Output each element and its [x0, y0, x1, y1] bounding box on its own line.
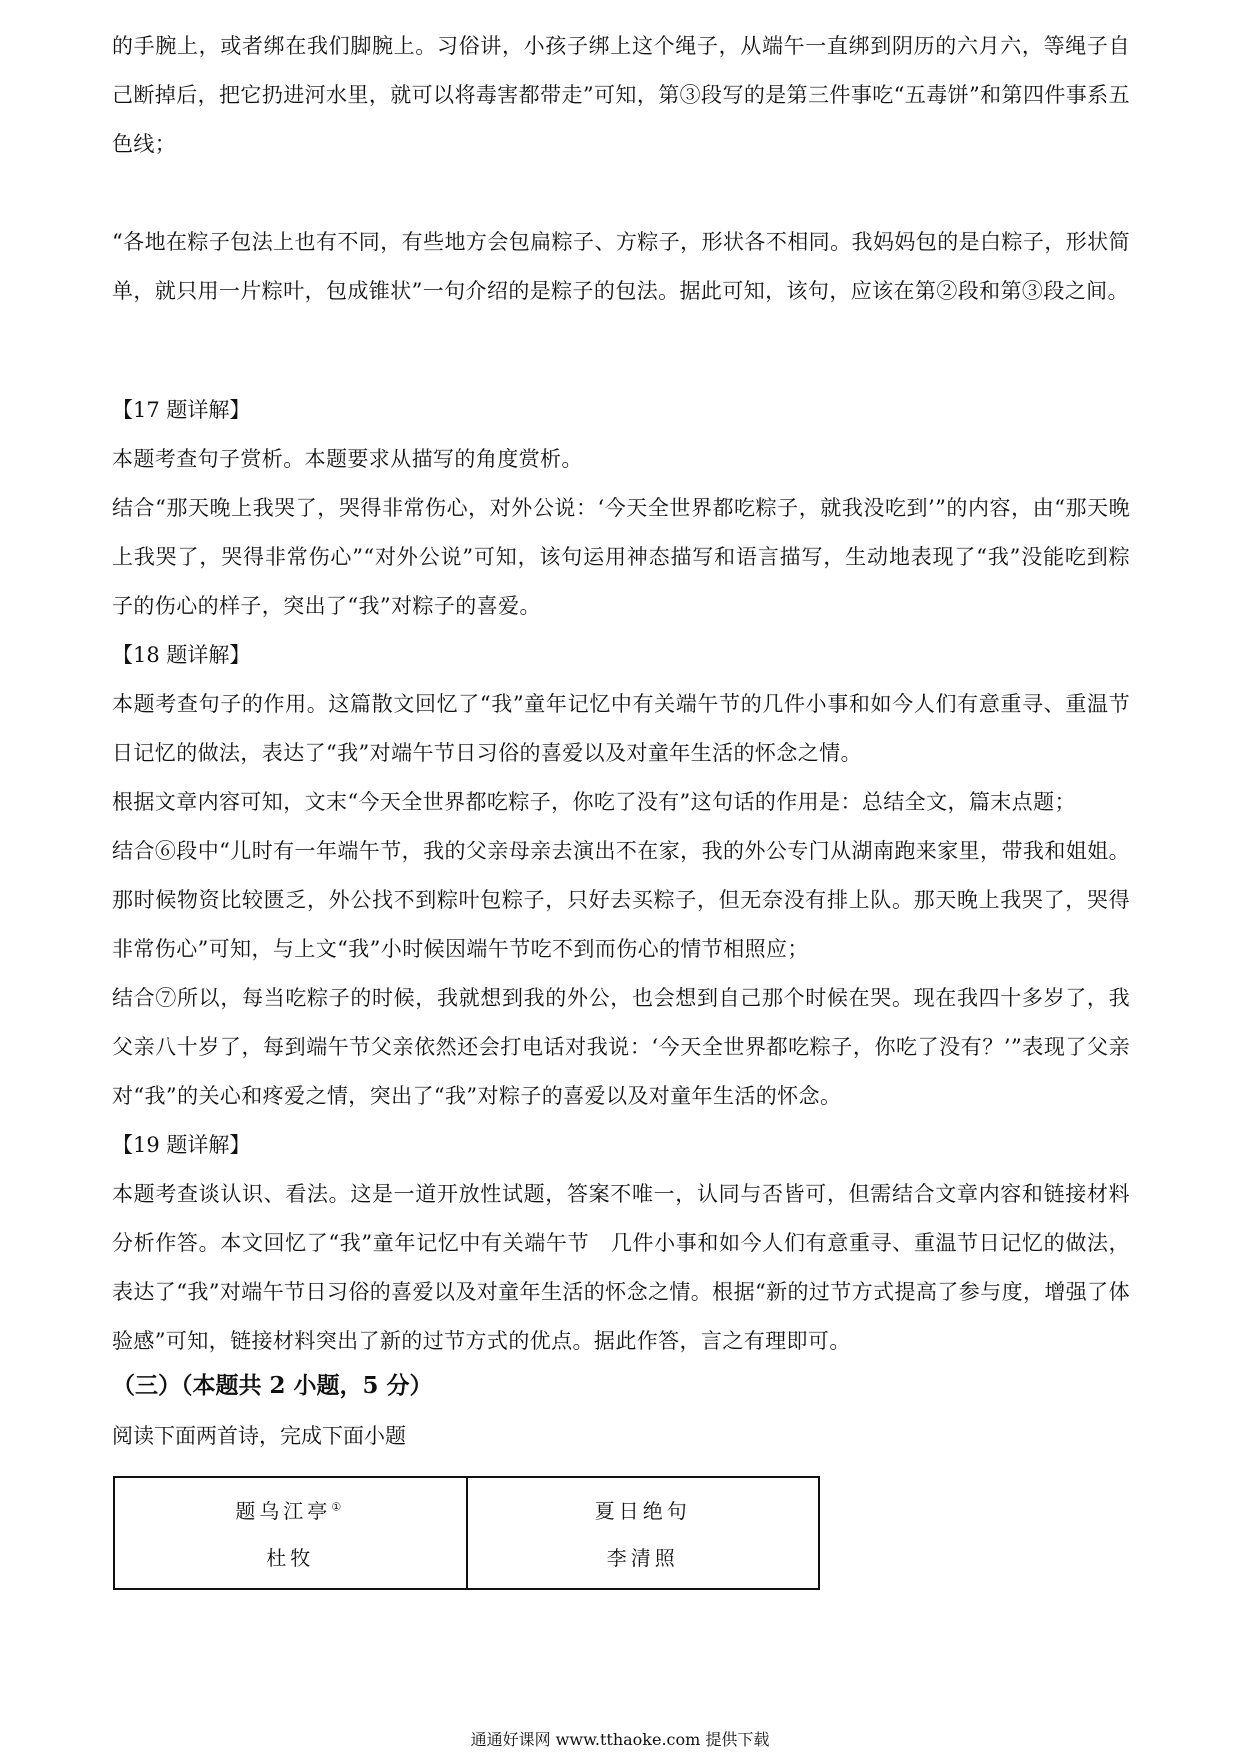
q18-line: 结合⑥段中“儿时有一年端午节，我的父亲母亲去演出不在家，我的外公专门从湖南跑来家里，带我和姐姐。那时候物资比较匮乏，外公找不到粽叶包粽子，只好去买粽子，但无奈没有排上队。那天晚上我哭了，哭得非常伤心”可知，与上文“我”小时候因端午节吃不到而伤心的情节相照应；: [112, 839, 1130, 961]
q17-heading: 【17 题详解】: [112, 398, 251, 422]
q17-line: 结合“那天晚上我哭了，哭得非常伤心，对外公说：‘今天全世界都吃粽子，就我没吃到’”的内容，由“那天晚上我哭了，哭得非常伤心”“对外公说”可知，该句运用神态描写和语言描写，生动地表现了“我”没能吃到粽子的伤心的样子，突出了“我”对粽子的喜爱。: [112, 496, 1130, 618]
page-footer: 通通好课网 www.tthaoke.com 提供下载: [470, 1730, 770, 1749]
poem-author: 李清照: [606, 1546, 679, 1570]
poem-title: 题乌江亭①: [235, 1499, 346, 1523]
q18-line: 结合⑦所以，每当吃粽子的时候，我就想到我的外公，也会想到自己那个时候在哭。现在我四十多岁了，我父亲八十岁了，每到端午节父亲依然还会打电话对我说：‘今天全世界都吃粽子，你吃了没有？’”表现了父亲对“我”的关心和疼爱之情，突出了“我”对粽子的喜爱以及对童年生活的怀念。: [112, 986, 1130, 1108]
q17-line: 本题考查句子赏析。本题要求从描写的角度赏析。: [112, 447, 583, 471]
poem-cell: [466, 1478, 819, 1588]
section-title: （三）（本题共 2 小题，5 分）: [112, 1372, 433, 1399]
q18-line: 根据文章内容可知，文末“今天全世界都吃粽子，你吃了没有”这句话的作用是：总结全文，篇末点题；: [112, 790, 1076, 814]
footnote-mark: ①: [331, 1500, 346, 1514]
poem-cell: [115, 1478, 466, 1588]
paragraph-16-cont: 的手腕上，或者绑在我们脚腕上。习俗讲，小孩子绑上这个绳子，从端午一直绑到阴历的六月六，等绳子自己断掉后，把它扔进河水里，就可以将毒害都带走”可知，第③段写的是第三件事吃“五毒饼”和第四件事系五色线；: [112, 34, 1130, 156]
q18-heading: 【18 题详解】: [112, 643, 251, 667]
q19-heading: 【19 题详解】: [112, 1133, 251, 1157]
poem-title: 夏日绝句: [594, 1499, 691, 1523]
q19-line: 本题考查谈认识、看法。这是一道开放性试题，答案不唯一，认同与否皆可，但需结合文章内容和链接材料分析作答。本文回忆了“我”童年记忆中有关端午节 几件小事和如今人们有意重寻、重温节日记忆的做法，表达了“我”对端午节日习俗的喜爱以及对童年生活的怀念之情。根据“新的过节方式提高了参与度，增强了体验感”可知，链接材料突出了新的过节方式的优点。据此作答，言之有理即可。: [112, 1182, 1130, 1353]
q18-line: 本题考查句子的作用。这篇散文回忆了“我”童年记忆中有关端午节的几件小事和如今人们有意重寻、重温节日记忆的做法，表达了“我”对端午节日习俗的喜爱以及对童年生活的怀念之情。: [112, 692, 1130, 765]
paragraph-16-placement: “各地在粽子包法上也有不同，有些地方会包扁粽子、方粽子，形状各不相同。我妈妈包的是白粽子，形状简单，就只用一片粽叶，包成锥状”一句介绍的是粽子的包法。据此可知，该句，应该在第②段和第③段之间。: [112, 230, 1130, 303]
poem-author: 杜牧: [266, 1546, 315, 1570]
poem-table: [113, 1476, 820, 1590]
section-instruction: 阅读下面两首诗，完成下面小题: [112, 1424, 406, 1448]
